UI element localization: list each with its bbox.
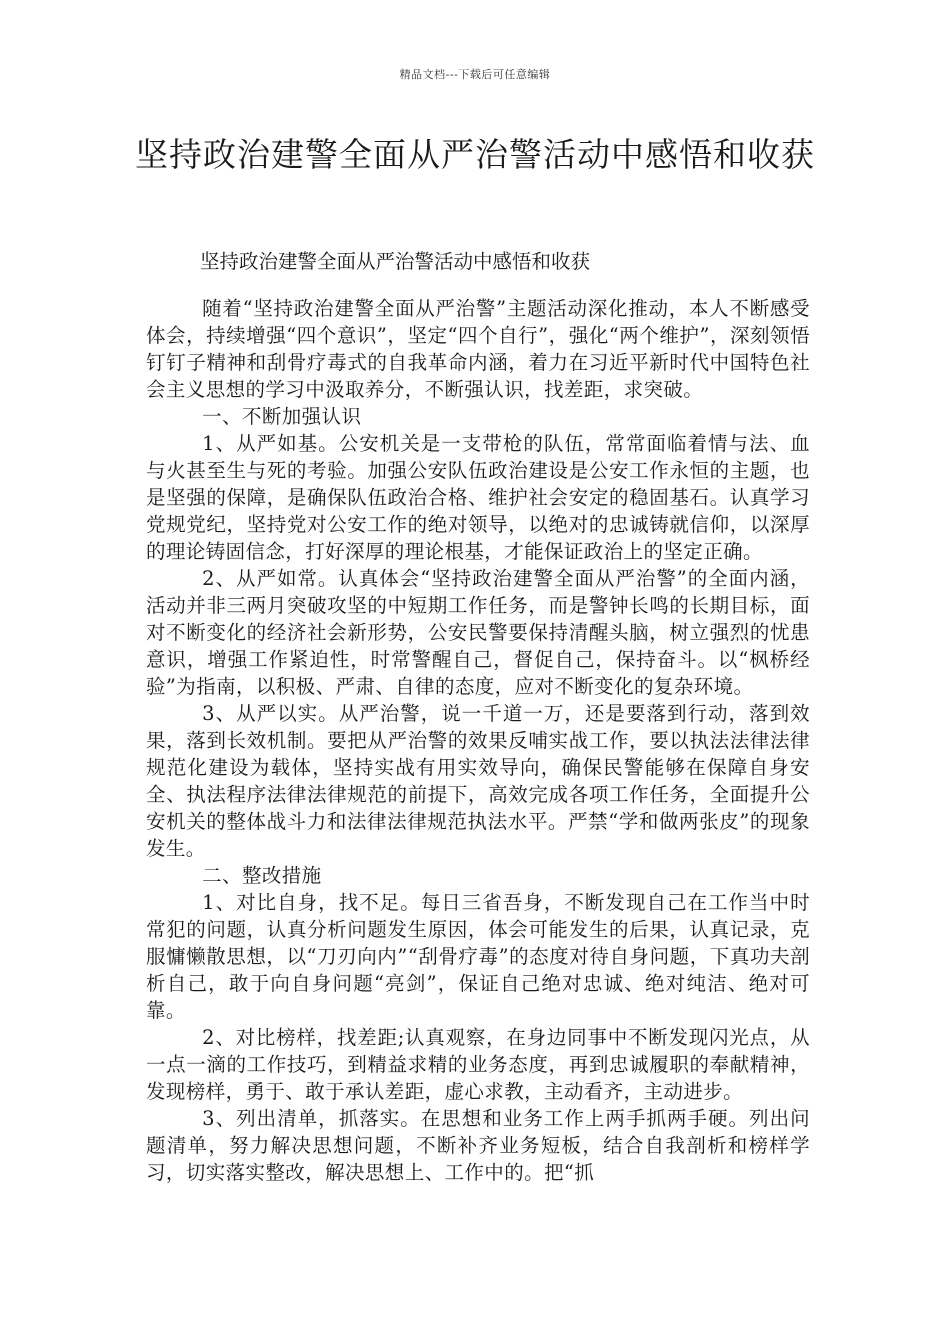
section2-paragraph-3: 3、列出清单，抓落实。在思想和业务工作上两手抓两手硬。列出问题清单，努力解决思想问题，不断补齐业务短板，结合自我剖析和榜样学习，切实落实整改，解决思想上、工作中的。把“抓 (146, 1107, 810, 1184)
document-subtitle: 坚持政治建警全面从严治警活动中感悟和收获 (200, 250, 591, 273)
page-header-note: 精品文档---下载后可任意编辑 (399, 68, 551, 81)
section1-paragraph-2: 2、从严如常。认真体会“坚持政治建警全面从严治警”的全面内涵，活动并非三两月突破攻坚的中短期工作任务，而是警钟长鸣的长期目标，面对不断变化的经济社会新形势，公安民警要保持清醒头脑，树立强烈的忧患意识，增强工作紧迫性，时常警醒自己，督促自己，保持奋斗。以“枫桥经验”为指南，以积极、严肃、自律的态度，应对不断变化的复杂环境。 (146, 567, 810, 698)
section-heading-2: 二、整改措施 (202, 864, 322, 887)
section2-paragraph-1: 1、对比自身，找不足。每日三省吾身，不断发现自己在工作当中时常犯的问题，认真分析问题发生原因，体会可能发生的后果，认真记录，克服慵懒散思想，以“刀刃向内”“刮骨疗毒”的态度对待自身问题，下真功夫剖析自己，敢于向自身问题“亮剑”，保证自己绝对忠诚、绝对纯洁、绝对可靠。 (146, 891, 810, 1022)
section1-paragraph-3: 3、从严以实。从严治警，说一千道一万，还是要落到行动，落到效果，落到长效机制。要把从严治警的效果反哺实战工作，要以执法法律法律规范化建设为载体，坚持实战有用实效导向，确保民警能够在保障自身安全、执法程序法律法律规范的前提下，高效完成各项工作任务，全面提升公安机关的整体战斗力和法律法律规范执法水平。严禁“学和做两张皮”的现象发生。 (146, 702, 810, 860)
document-body (146, 295, 810, 1186)
intro-paragraph: 随着“坚持政治建警全面从严治警”主题活动深化推动，本人不断感受体会，持续增强“四个意识”，坚定“四个自行”，强化“两个维护”，深刻领悟钉钉子精神和刮骨疗毒式的自我革命内涵，着力在习近平新时代中国特色社会主义思想的学习中汲取养分，不断强认识，找差距，求突破。 (146, 297, 810, 401)
section2-paragraph-2: 2、对比榜样，找差距;认真观察，在身边同事中不断发现闪光点，从一点一滴的工作技巧，到精益求精的业务态度，再到忠诚履职的奉献精神，发现榜样，勇于、敢于承认差距，虚心求教，主动看齐，主动进步。 (146, 1026, 810, 1103)
section-heading-1: 一、不断加强认识 (202, 405, 362, 428)
section1-paragraph-1: 1、从严如基。公安机关是一支带枪的队伍，常常面临着情与法、血与火甚至生与死的考验。加强公安队伍政治建设是公安工作永恒的主题，也是坚强的保障，是确保队伍政治合格、维护社会安定的稳固基石。认真学习党规党纪，坚持党对公安工作的绝对领导，以绝对的忠诚铸就信仰，以深厚的理论铸固信念，打好深厚的理论根基，才能保证政治上的坚定正确。 (146, 432, 810, 563)
document-title: 坚持政治建警全面从严治警活动中感悟和收获 (135, 135, 815, 174)
